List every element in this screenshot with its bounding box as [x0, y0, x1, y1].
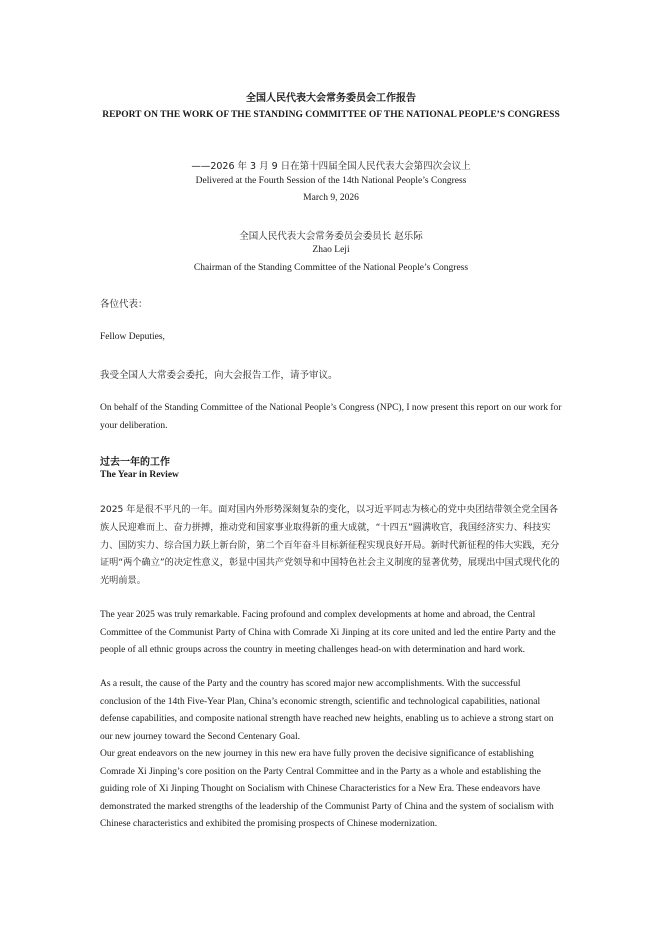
paragraph-en-3: Our great endeavors on the new journey in this new era have fully proven the decisive significance of establishing Comrade Xi Jinping’s core position on the Party Central Committee and in the Party as a whole and establishing the guiding role of Xi Jinping Thought on Socialism with Chinese Characteristics for a New Era. These endeavors have demonstrated the marked strengths of the leadership of the Communist Party of China and the system of socialism with Chinese characteristics and exhibited the promising prospects of Chinese modernization.	[100, 749, 554, 829]
speaker-title-en: Chairman of the Standing Committee of the National People’s Congress	[193, 263, 469, 273]
title-en: REPORT ON THE WORK OF THE STANDING COMMITTEE OF THE NATIONAL PEOPLE’S CONGRESS	[102, 110, 560, 120]
section-heading-en: The Year in Review	[100, 470, 179, 480]
speaker-title-zh: 全国人民代表大会常务委员会委员长 赵乐际	[239, 231, 423, 242]
section-heading-zh: 过去一年的工作	[100, 457, 170, 468]
intro-zh: 我受全国人大常委会委托，向大会报告工作，请予审议。	[100, 370, 338, 381]
speaker-name-en: Zhao Leji	[312, 245, 350, 255]
salutation-en: Fellow Deputies,	[100, 332, 165, 342]
intro-en: On behalf of the Standing Committee of the National People’s Congress (NPC), I now present this report on our work for your deliberation.	[100, 403, 562, 431]
date-zh: ——2026 年 3 月 9 日在第十四届全国人民代表大会第四次会议上	[191, 161, 471, 172]
paragraph-en-1: The year 2025 was truly remarkable. Facing profound and complex developments at home and abroad, the Central Committee of the Communist Party of China with Comrade Xi Jinping at its core united and led the entire Party and the people of all ethnic groups across the country in meeting challenges head-on with determination and hard work.	[100, 610, 556, 655]
date-en: March 9, 2026	[303, 193, 359, 203]
delivered-en: Delivered at the Fourth Session of the 14th National People’s Congress	[195, 176, 467, 186]
paragraph-zh: 2025 年是很不平凡的一年。面对国内外形势深刻复杂的变化，以习近平同志为核心的党中央团结带领全党全国各族人民迎难而上、奋力拼搏，推动党和国家事业取得新的重大成就，“十四五”圆满收官，我国经济实力、科技实力、国防实力、综合国力跃上新台阶，第二个百年奋斗目标新征程实现良好开局。新时代新征程的伟大实践，充分证明“两个确立”的决定性意义，彰显中国共产党领导和中国特色社会主义制度的显著优势，展现出中国式现代化的光明前景。	[100, 504, 560, 587]
paragraph-en-2: As a result, the cause of the Party and the country has scored major new accomplishments. With the successful conclusion of the 14th Five-Year Plan, China’s economic strength, scientific and technological capabilities, national defense capabilities, and composite national strength have reached new heights, enabling us to achieve a strong start on our new journey toward the Second Centenary Goal.	[100, 679, 554, 742]
salutation-zh: 各位代表：	[100, 299, 148, 310]
title-zh: 全国人民代表大会常务委员会工作报告	[246, 93, 416, 104]
